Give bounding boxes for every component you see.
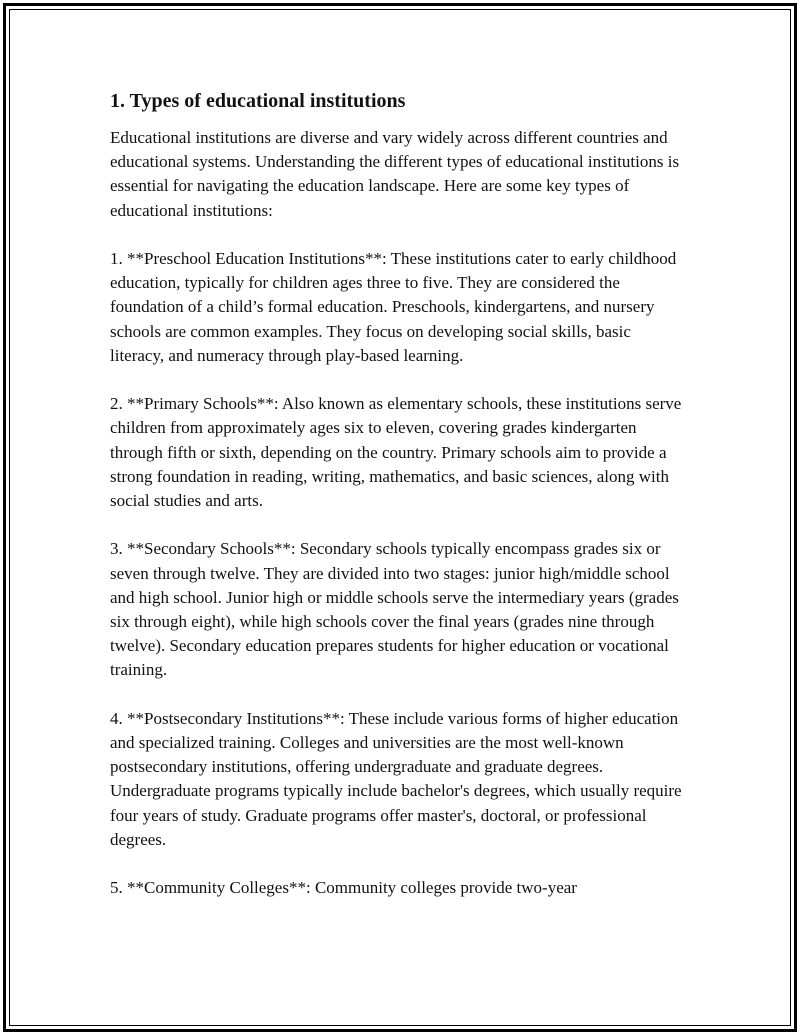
intro-paragraph: Educational institutions are diverse and vary widely across different countries and educational systems. Understanding the different types of educational institutions is essential for navigating the education landscape. Here are some key types of educational institutions: [110,128,680,220]
postsecondary-paragraph: 4. **Postsecondary Institutions**: These include various forms of higher education and specialized training. Colleges and universities are the most well-known postsecondary institutions, offering undergraduate and graduate degrees. Undergraduate programs typically include bachelor's degrees, which usually require four years of study. Graduate programs offer master's, doctoral, or professional degrees. [110,708,682,849]
primary-schools-paragraph: 2. **Primary Schools**: Also known as elementary schools, these institutions serve children from approximately ages six to eleven, covering grades kindergarten through fifth or sixth, depending on the country. Primary schools aim to provide a strong foundation in reading, writing, mathematics, and basic sciences, along with social studies and arts. [110,394,682,511]
preschool-paragraph: 1. **Preschool Education Institutions**: These institutions cater to early childhood education, typically for children ages three to five. They are considered the foundation of a child’s formal education. Preschools, kindergartens, and nursery schools are common examples. They focus on developing social skills, basic literacy, and numeracy through play-based learning. [110,249,677,365]
document-body [110,88,682,925]
section-heading: 1. Types of educational institutions [110,90,406,112]
community-colleges-paragraph: 5. **Community Colleges**: Community colleges provide two-year [110,878,577,898]
secondary-schools-paragraph: 3. **Secondary Schools**: Secondary schools typically encompass grades six or seven through twelve. They are divided into two stages: junior high/middle school and high school. Junior high or middle schools serve the intermediary years (grades six through eight), while high schools cover the final years (grades nine through twelve). Secondary education prepares students for higher education or vocational training. [110,539,679,680]
